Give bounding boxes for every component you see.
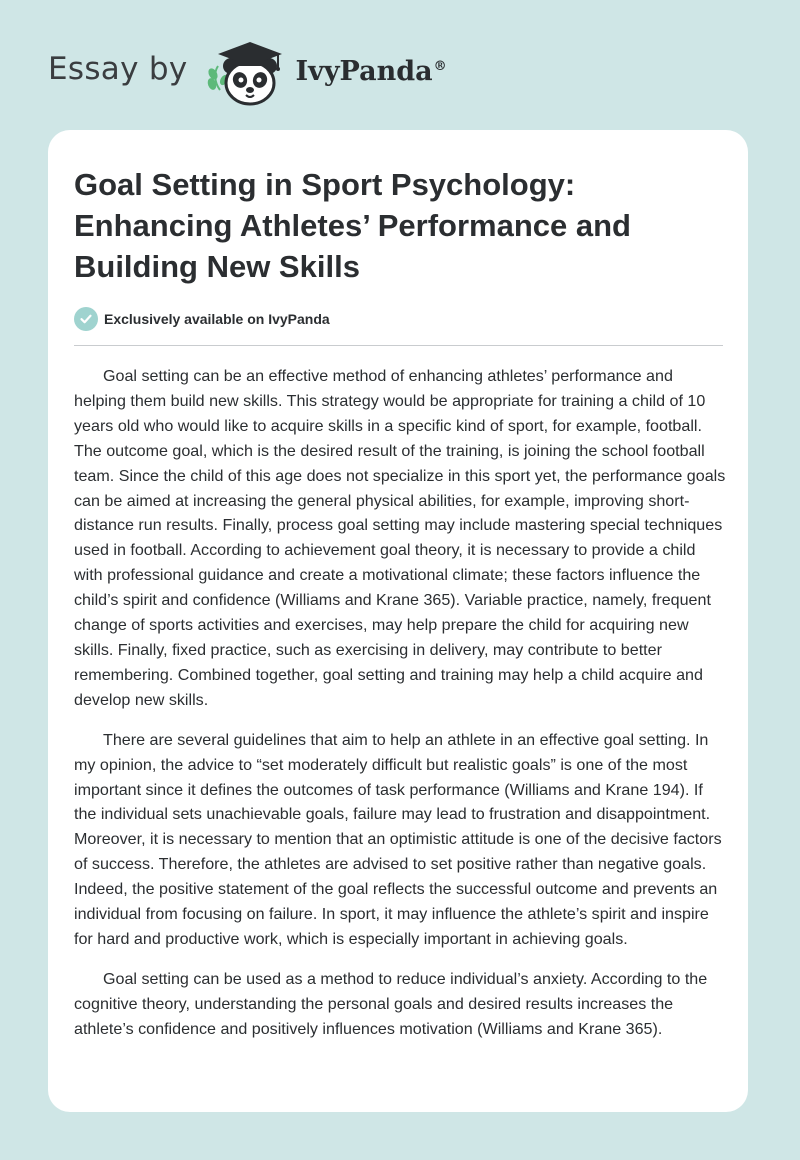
essay-body xyxy=(74,364,726,1042)
essay-title: Goal Setting in Sport Psychology: Enhancing Athletes’ Performance and Building New Skills xyxy=(74,167,631,284)
essay-card xyxy=(48,130,748,1112)
divider xyxy=(74,345,723,346)
registered-mark: ® xyxy=(433,58,447,74)
check-circle-icon xyxy=(74,307,98,331)
site-header xyxy=(48,36,447,108)
panda-logo-icon xyxy=(204,36,292,108)
paragraph: Goal setting can be used as a method to reduce individual’s anxiety. According to the cognitive theory, understanding the personal goals and desired results increases the athlete’s confidence and positively influences motivation (Williams and Krane 365). xyxy=(74,969,708,1038)
essay-by-label: Essay by xyxy=(48,51,188,87)
brand-name[interactable] xyxy=(296,56,447,87)
exclusive-badge xyxy=(74,307,722,331)
brand-label: IvyPanda xyxy=(295,55,433,87)
paragraph: Goal setting can be an effective method of enhancing athletes’ performance and helping them build new skills. This strategy would be appropriate for training a child of 10 years old who would like to acquire skills in a specific kind of sport, for example, football. The outcome goal, which is the desired result of the training, is joining the school football team. Since the child of this age does not specialize in this sport yet, the performance goals can be aimed at increasing the general physical abilities, for example, improving short-distance run results. Finally, process goal setting may include mastering special techniques used in football. According to achievement goal theory, it is necessary to provide a child with professional guidance and create a motivational climate; these factors influence the child’s spirit and confidence (Williams and Krane 365). Variable practice, namely, frequent change of sports activities and exercises, may help prepare the child for acquiring new skills. Finally, fixed practice, such as exercising in delivery, may contribute to better remembering. Combined together, goal setting and training may help a child acquire and develop new skills. xyxy=(74,367,726,709)
exclusive-badge-label: Exclusively available on IvyPanda xyxy=(104,311,330,327)
paragraph: There are several guidelines that aim to help an athlete in an effective goal setting. In my opinion, the advice to “set moderately difficult but realistic goals” is one of the most important since it defines the outcomes of task performance (Williams and Krane 194). If the individual sets unachievable goals, failure may lead to frustration and disappointment. Moreover, it is necessary to mention that an optimistic attitude is one of the decisive factors of success. Therefore, the athletes are advised to set positive rather than negative goals. Indeed, the positive statement of the goal reflects the successful outcome and prevents an individual from focusing on failure. In sport, it may influence the athlete’s spirit and inspire for hard and productive work, which is especially important in achieving goals. xyxy=(74,730,722,948)
